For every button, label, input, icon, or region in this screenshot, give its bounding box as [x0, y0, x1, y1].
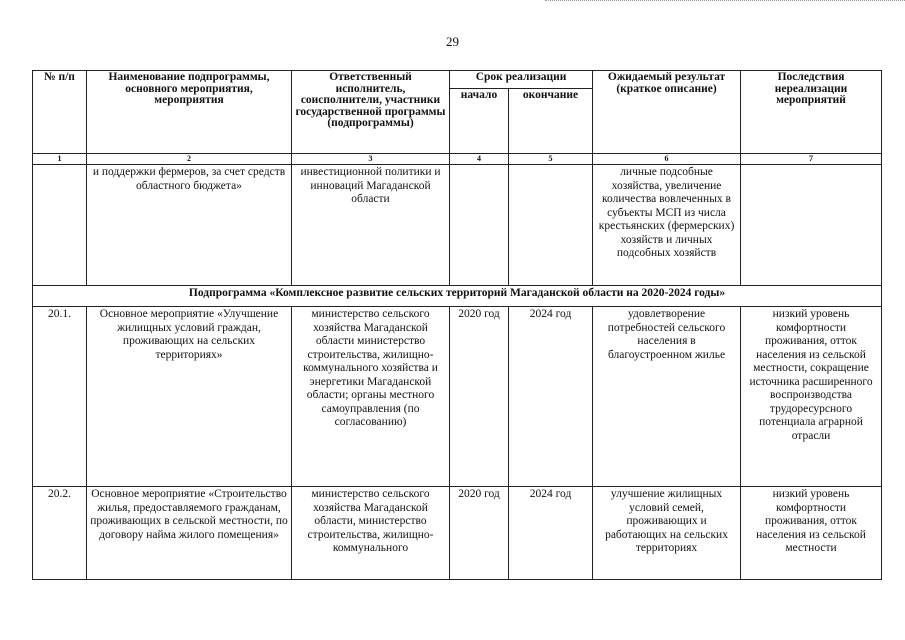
table-row — [33, 487, 882, 580]
scan-artifact-dots — [545, 0, 905, 4]
column-number: 7 — [741, 154, 882, 165]
row-consequences: низкий уровень комфортности проживания, отток населения из сельской местности, сокращение источника расширенного воспроизводства трудоресурсного потенциала аграрной отрасли — [741, 307, 882, 487]
row-end — [509, 165, 593, 286]
table-row — [33, 165, 882, 286]
row-name: и поддержки фермеров, за счет средств областного бюджета» — [87, 165, 292, 286]
row-result: личные подсобные хозяйства, увеличение количества вовлеченных в субъекты МСП из числа крестьянских (фермерских) хозяйств и личных подсобных хозяйств — [593, 165, 741, 286]
row-result: удовлетворение потребностей сельского населения в благоустроенном жилье — [593, 307, 741, 487]
header-consequences: Последствия нереализации мероприятий — [741, 71, 882, 154]
row-consequences: низкий уровень комфортности проживания, отток населения из сельской местности — [741, 487, 882, 580]
column-number: 4 — [450, 154, 509, 165]
row-num: 20.2. — [33, 487, 87, 580]
row-num: 20.1. — [33, 307, 87, 487]
header-period: Срок реализации — [450, 71, 593, 89]
header-result: Ожидаемый результат (краткое описание) — [593, 71, 741, 154]
column-number: 2 — [87, 154, 292, 165]
header-name: Наименование подпрограммы, основного мероприятия, мероприятия — [87, 71, 292, 154]
row-end: 2024 год — [509, 307, 593, 487]
header-num: № п/п — [33, 71, 87, 154]
header-end: окончание — [509, 89, 593, 154]
row-start: 2020 год — [450, 307, 509, 487]
column-numbers-row — [33, 154, 882, 165]
row-consequences — [741, 165, 882, 286]
column-number: 3 — [292, 154, 450, 165]
row-name: Основное мероприятие «Улучшение жилищных условий граждан, проживающих на сельских территориях» — [87, 307, 292, 487]
column-number: 5 — [509, 154, 593, 165]
program-table — [32, 70, 882, 580]
header-start: начало — [450, 89, 509, 154]
table-row — [33, 307, 882, 487]
page-number: 29 — [446, 34, 459, 49]
row-responsible: инвестиционной политики и инноваций Магаданской области — [292, 165, 450, 286]
header-row — [33, 71, 882, 89]
section-row — [33, 286, 882, 307]
row-num — [33, 165, 87, 286]
row-responsible: министерство сельского хозяйства Магаданской области министерство строительства, жилищно-коммунального хозяйства и энергетики Магаданской области; органы местного самоуправления (по согласованию) — [292, 307, 450, 487]
row-end: 2024 год — [509, 487, 593, 580]
row-name: Основное мероприятие «Строительство жилья, предоставляемого гражданам, проживающих в сельской местности, по договору найма жилого помещения» — [87, 487, 292, 580]
column-number: 1 — [33, 154, 87, 165]
row-responsible: министерство сельского хозяйства Магаданской области, министерство строительства, жилищно-коммунального — [292, 487, 450, 580]
column-number: 6 — [593, 154, 741, 165]
header-responsible: Ответственный исполнитель, соисполнители, участники государственной программы (подпрограммы) — [292, 71, 450, 154]
row-start — [450, 165, 509, 286]
row-result: улучшение жилищных условий семей, проживающих и работающих на сельских территориях — [593, 487, 741, 580]
row-start: 2020 год — [450, 487, 509, 580]
subprogram-title: Подпрограмма «Комплексное развитие сельских территорий Магаданской области на 2020-2024 годы» — [33, 286, 882, 307]
